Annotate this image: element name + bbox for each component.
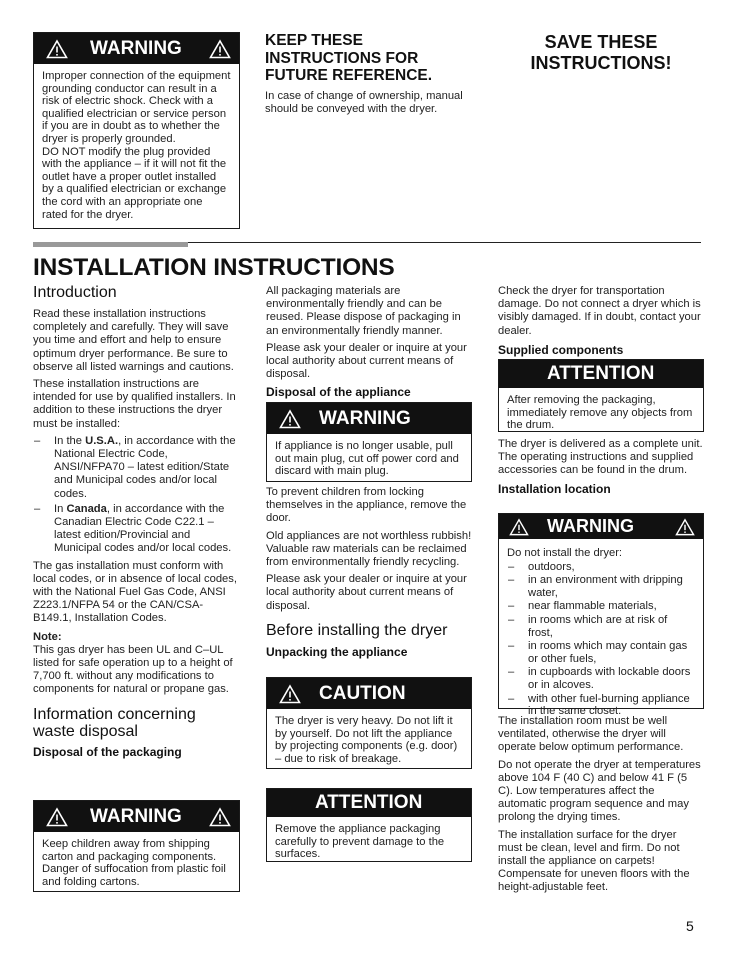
surface-paragraph: The installation surface for the dryer must be clean, level and firm. Do not install the appliance on carpets! Compensate for uneven floors with the height-adjustable feet. bbox=[498, 828, 690, 894]
warning-header bbox=[34, 801, 239, 832]
list-item: – in an environment with dripping water, bbox=[507, 574, 695, 599]
attention-header bbox=[499, 360, 703, 388]
children-paragraph: To prevent children from locking themselves in the appliance, remove the door. bbox=[266, 486, 467, 525]
list-item: – In the U.S.A., in accordance with the National Electric Code, ANSI/NFPA70 – latest edition/State and Municipal codes and/or local codes. bbox=[33, 435, 240, 501]
caution-label: CAUTION bbox=[319, 682, 406, 704]
warning-text: Keep children away from shipping carton and packaging components. Danger of suffocation from plastic foil and folding cartons. bbox=[42, 838, 226, 888]
warning-header bbox=[267, 403, 471, 434]
attention-text: After removing the packaging, immediately remove any objects from the drum. bbox=[507, 394, 693, 432]
waste-disposal-heading: Information concerning waste disposal bbox=[33, 705, 196, 740]
warning-label: WARNING bbox=[90, 805, 182, 827]
warning-text: Improper connection of the equipment grounding conductor can result in a risk of electric shock. Check with a qualified electrician or service person if you are in doubt as to whether the dryer is properly grounded. bbox=[42, 70, 231, 145]
do-not-install-list bbox=[507, 561, 695, 718]
warning-triangle-icon bbox=[209, 39, 231, 59]
gas-paragraph: The gas installation must conform with local codes, or in absence of local codes, with the National Fuel Gas Code, ANSI Z223.1/NFPA 54 or the CAN/CSA-B149.1, Installation Codes. bbox=[33, 559, 237, 625]
warning-triangle-icon bbox=[509, 518, 529, 536]
keep-text: In case of change of ownership, manual should be conveyed with the dryer. bbox=[265, 89, 463, 115]
installation-codes-list bbox=[33, 435, 240, 556]
warning-triangle-icon bbox=[209, 807, 231, 827]
warning-text: DO NOT modify the plug provided with the appliance – if it will not fit the outlet have a proper outlet installed by a qualified electrician or exchange the cord with an appropriate one rated for the dryer. bbox=[42, 145, 227, 221]
disposal-paragraph: Please ask your dealer or inquire at your local authority about current means of disposal. bbox=[266, 573, 467, 612]
transport-damage-paragraph: Check the dryer for transportation damage. Do not connect a dryer which is visibly damaged. If in doubt, contact your dealer. bbox=[498, 285, 701, 337]
warning-triangle-icon bbox=[279, 409, 301, 429]
list-item: – in rooms which are at risk of frost, bbox=[507, 614, 695, 639]
delivery-paragraph: The dryer is delivered as a complete unit. The operating instructions and supplied accessories can be found in the drum. bbox=[498, 438, 703, 477]
warning-triangle-icon bbox=[675, 518, 695, 536]
ventilation-paragraph: The installation room must be well ventilated, otherwise the dryer will operate below optimum performance. bbox=[498, 715, 684, 754]
introduction-heading: Introduction bbox=[33, 284, 117, 301]
attention-header bbox=[267, 789, 471, 817]
note-label: Note: bbox=[33, 630, 62, 643]
warning-triangle-icon bbox=[46, 39, 68, 59]
supplied-attention-box bbox=[498, 359, 704, 432]
warning-text: If appliance is no longer usable, pull out main plug, cut off power cord and discard with main plug. bbox=[275, 440, 459, 478]
temperature-paragraph: Do not operate the dryer at temperatures above 104 F (40 C) and below 41 F (5 C). Low temperatures affect the automatic program sequence and may prolong the drying times. bbox=[498, 758, 701, 824]
warning-intro: Do not install the dryer: bbox=[507, 547, 623, 559]
warning-header bbox=[499, 514, 703, 539]
warning-header bbox=[34, 33, 239, 64]
warning-triangle-icon bbox=[46, 807, 68, 827]
list-item: – with other fuel-burning appliance in the same closet. bbox=[507, 693, 695, 718]
packaging-warning-box bbox=[33, 800, 240, 892]
recycling-paragraph: Old appliances are not worthless rubbish! Valuable raw materials can be reclaimed from environmentally friendly recycling. bbox=[266, 529, 472, 569]
warning-label: WARNING bbox=[90, 37, 182, 59]
intro-paragraph: Read these installation instructions completely and carefully. They will save you time and effort and help to ensure optimum dryer performance. Be sure to observe all listed warnings and cautions. bbox=[33, 308, 234, 373]
page-title: INSTALLATION INSTRUCTIONS bbox=[33, 254, 395, 281]
unpacking-subheading: Unpacking the appliance bbox=[266, 644, 408, 659]
list-item: – In Canada, in accordance with the Canadian Electric Code C22.1 – latest edition/Provincial and Municipal codes and/or local codes. bbox=[33, 503, 240, 556]
warning-label: WARNING bbox=[547, 516, 634, 536]
caution-header bbox=[267, 678, 471, 709]
disposal-appliance-subheading: Disposal of the appliance bbox=[266, 385, 411, 400]
list-item: – near flammable materials, bbox=[507, 600, 695, 613]
supplied-components-subheading: Supplied components bbox=[498, 342, 624, 357]
attention-box bbox=[266, 788, 472, 862]
packaging-paragraph: All packaging materials are environmentally friendly and can be reused. Please dispose of packaging in an environmentally friendly manner. bbox=[266, 285, 461, 337]
before-installing-heading: Before installing the dryer bbox=[266, 621, 448, 639]
caution-box bbox=[266, 677, 472, 769]
intro-paragraph: These installation instructions are intended for use by qualified installers. In addition to these instructions the dryer must be installed: bbox=[33, 378, 236, 430]
keep-heading: KEEP THESE INSTRUCTIONS FOR FUTURE REFERENCE. bbox=[265, 32, 433, 84]
page-number: 5 bbox=[686, 918, 694, 934]
save-instructions: SAVE THESE INSTRUCTIONS! bbox=[530, 32, 672, 73]
attention-label: ATTENTION bbox=[547, 363, 655, 384]
list-item: – in rooms which may contain gas or other fuels, bbox=[507, 640, 695, 665]
note-text: This gas dryer has been UL and C–UL listed for safe operation up to a height of 7,700 ft. without any modifications to components for natural or propane gas. bbox=[33, 643, 233, 696]
list-item: – in cupboards with lockable doors or in alcoves. bbox=[507, 666, 695, 691]
disposal-paragraph: Please ask your dealer or inquire at your local authority about current means of disposal. bbox=[266, 341, 467, 381]
location-warning-box bbox=[498, 513, 704, 718]
top-warning-box bbox=[33, 32, 240, 229]
caution-text: The dryer is very heavy. Do not lift it by yourself. Do not lift the appliance by projecting components (e.g. door) – due to risk of breakage. bbox=[275, 715, 458, 765]
disposal-packaging-subheading: Disposal of the packaging bbox=[33, 744, 182, 759]
attention-label: ATTENTION bbox=[315, 792, 423, 813]
installation-location-subheading: Installation location bbox=[498, 481, 611, 496]
section-divider-accent bbox=[33, 242, 188, 247]
warning-triangle-icon bbox=[279, 684, 301, 704]
list-item: – outdoors, bbox=[507, 561, 695, 574]
attention-text: Remove the appliance packaging carefully to prevent damage to the surfaces. bbox=[275, 823, 445, 861]
appliance-warning-box bbox=[266, 402, 472, 482]
warning-label: WARNING bbox=[319, 407, 411, 429]
